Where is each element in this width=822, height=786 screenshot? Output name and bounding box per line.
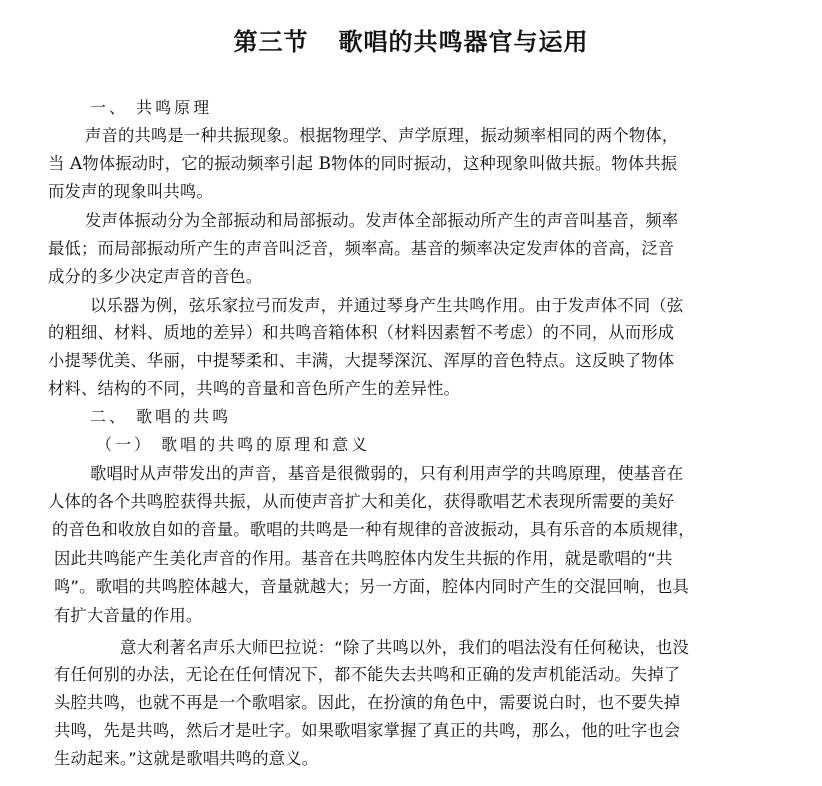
p3-line-3: 小提琴优美、华丽，中提琴柔和、丰满，大提琴深沉、浑厚的音色特点。这反映了物体 bbox=[48, 351, 675, 370]
p5-line-5: 生动起来。”这就是歌唱共鸣的意义。 bbox=[54, 749, 319, 768]
p4-line-1: 歌唱时从声带发出的声音，基音是很微弱的，只有利用声学的共鸣原理，使基音在 bbox=[90, 464, 684, 483]
p2-line-2: 最低；而局部振动所产生的声音叫泛音，频率高。基音的频率决定发声体的音高，泛音 bbox=[48, 239, 675, 258]
page-title bbox=[0, 22, 822, 62]
p3-line-4: 材料、结构的不同，共鸣的音量和音色所产生的差异性。 bbox=[48, 379, 461, 398]
p4-line-6: 有扩大音量的作用。 bbox=[54, 606, 203, 625]
p3-line-2: 的粗细、材料、质地的差异）和共鸣音箱体积（材料因素暂不考虑）的不同，从而形成 bbox=[48, 323, 675, 342]
p5-line-3: 头腔共鸣，也就不再是一个歌唱家。因此，在扮演的角色中，需要说白时，也不要失掉 bbox=[54, 693, 681, 712]
subheading-2-1: （一） 歌唱的共鸣的原理和意义 bbox=[96, 435, 371, 454]
p1-line-2: 当 A物体振动时，它的振动频率引起 B物体的同时振动，这种现象叫做共振。物体共振 bbox=[48, 154, 678, 174]
p4-line-2: 人体的各个共鸣腔获得共振，从而使声音扩大和美化，获得歌唱艺术表现所需要的美好 bbox=[48, 492, 675, 511]
p5-line-2: 有任何别的办法，无论在任何情况下，都不能失去共鸣和正确的发声机能活动。失掉了 bbox=[54, 665, 681, 684]
p5-line-1: 意大利著名声乐大师巴拉说：“除了共鸣以外，我们的唱法没有任何秘诀，也没 bbox=[120, 638, 690, 657]
p1-line-3: 而发声的现象叫共鸣。 bbox=[48, 182, 213, 201]
p4-line-3: 的音色和收放自如的音量。歌唱的共鸣是一种有规律的音波振动，具有乐音的本质规律， bbox=[52, 520, 695, 539]
p3-line-1: 以乐器为例，弦乐家拉弓而发声，并通过琴身产生共鸣作用。由于发声体不同（弦 bbox=[90, 296, 684, 315]
p2-line-1: 发声体振动分为全部振动和局部振动。发声体全部振动所产生的声音叫基音，频率 bbox=[85, 211, 679, 230]
p1-line-1: 声音的共鸣是一种共振现象。根据物理学、声学原理，振动频率相同的两个物体， bbox=[85, 126, 679, 145]
heading-2: 二、 歌唱的共鸣 bbox=[90, 407, 232, 426]
p4-line-5: 鸣”。歌唱的共鸣腔体越大，音量就越大；另一方面，腔体内同时产生的交混回响，也具 bbox=[54, 577, 689, 596]
p2-line-3: 成分的多少决定声音的音色。 bbox=[48, 267, 263, 286]
section-number: 第三节 bbox=[233, 28, 309, 56]
p5-line-4: 共鸣，先是共鸣，然后才是吐字。如果歌唱家掌握了真正的共鸣，那么，他的吐字也会 bbox=[54, 721, 681, 740]
section-title: 歌唱的共鸣器官与运用 bbox=[338, 28, 589, 56]
p4-line-4: 因此共鸣能产生美化声音的作用。基音在共鸣腔体内发生共振的作用，就是歌唱的“共 bbox=[54, 549, 673, 568]
heading-1: 一、 共鸣原理 bbox=[90, 98, 213, 117]
